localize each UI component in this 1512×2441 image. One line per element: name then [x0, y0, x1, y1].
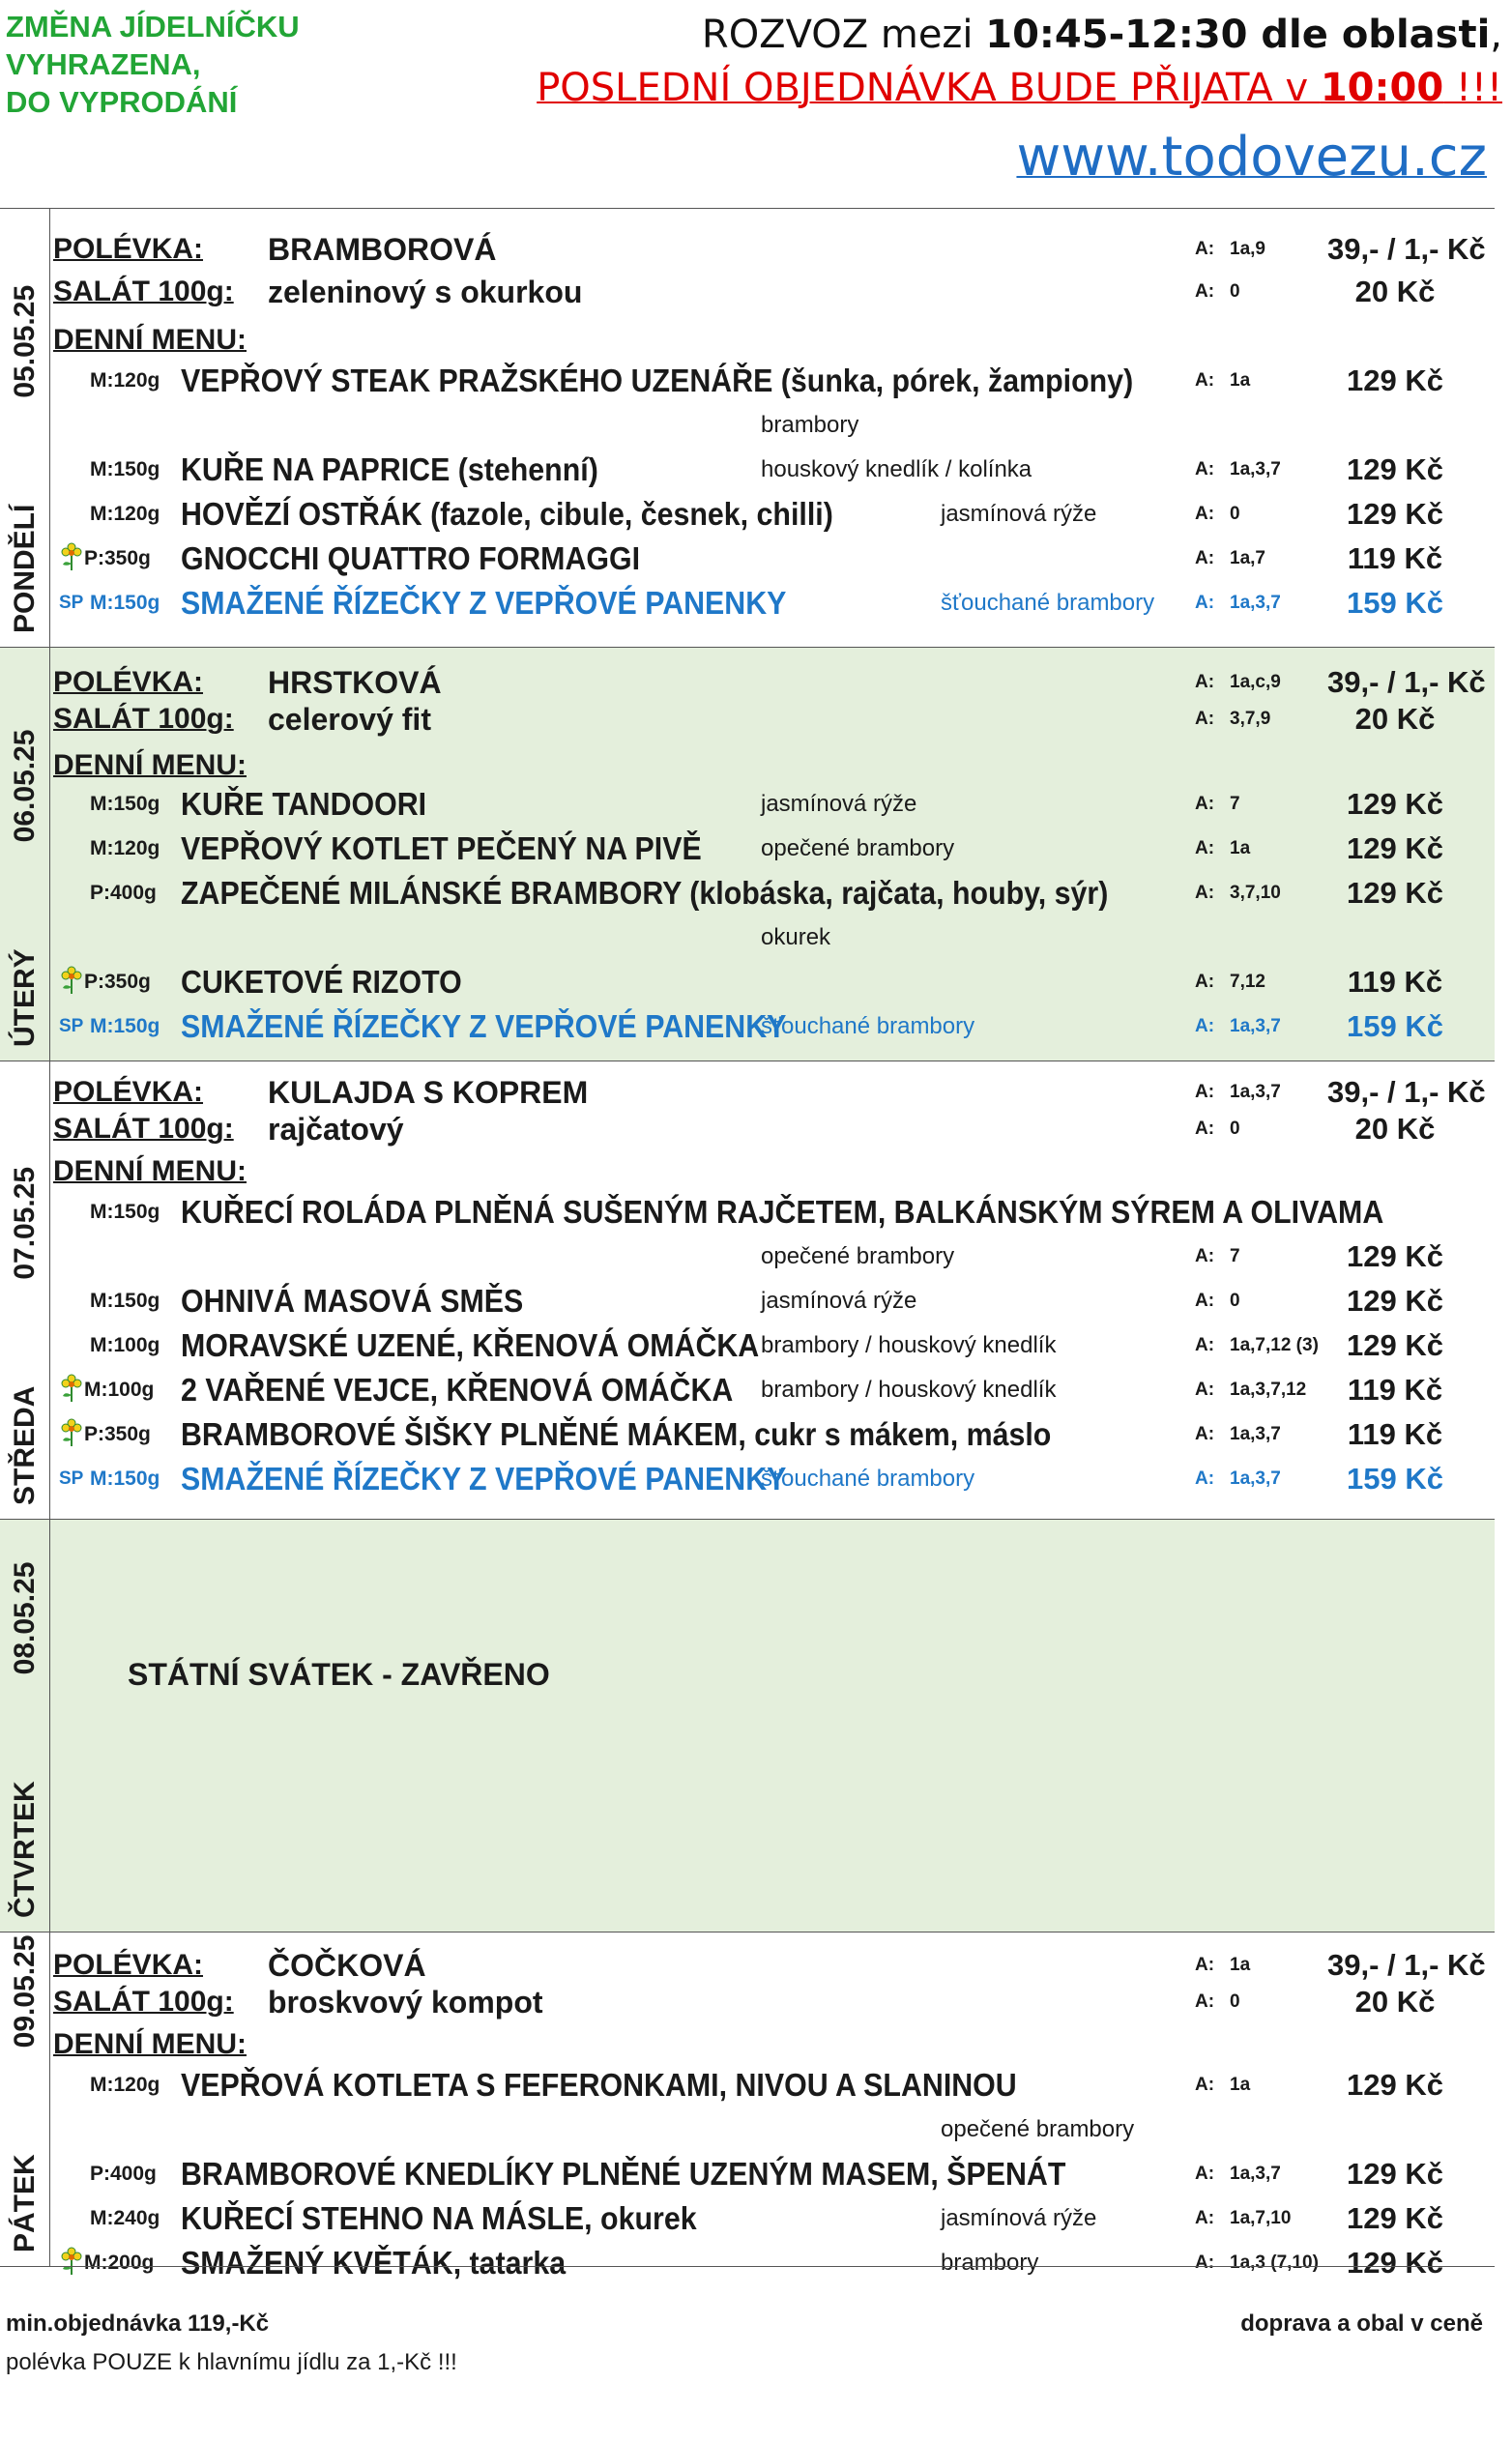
item-allergens	[1195, 2153, 1281, 2195]
allergen-prefix: A:	[1195, 1991, 1215, 2012]
flower-icon	[59, 1418, 84, 1447]
item-qty: M:120g	[90, 503, 160, 525]
day-label	[0, 648, 50, 1061]
salad-name: zeleninový s okurkou	[268, 275, 583, 309]
soup-name: ČOČKOVÁ	[268, 1948, 426, 1983]
item-qty-text: M:200g	[84, 2252, 155, 2274]
item-qty-text: P:350g	[84, 547, 151, 569]
day-date: 05.05.25	[8, 284, 41, 398]
soup-price: 39,- / 1,- Kč	[1327, 232, 1486, 266]
allergen-prefix: A:	[1195, 672, 1215, 692]
item-name: SMAŽENÉ ŘÍZEČKY Z VEPŘOVÉ PANENKY	[181, 585, 787, 621]
day-name: STŘEDA	[8, 1385, 41, 1505]
item-allergens	[1195, 449, 1281, 491]
allergen-codes: 0	[1230, 1119, 1240, 1139]
salad-allergens	[1195, 1108, 1240, 1150]
order-deadline	[537, 60, 1502, 116]
item-price: 129 Kč	[1347, 2157, 1443, 2191]
delivery-suffix: ,	[1490, 13, 1502, 57]
item-qty: M:150g	[90, 1290, 160, 1312]
item-price: 129 Kč	[1347, 2068, 1443, 2102]
soup-price-note: polévka POUZE k hlavnímu jídlu za 1,-Kč !!!	[6, 2349, 457, 2375]
menu-item-special	[53, 582, 1495, 625]
allergen-codes: 0	[1230, 281, 1240, 302]
deadline-prefix: POSLEDNÍ OBJEDNÁVKA BUDE PŘIJATA v	[537, 66, 1321, 110]
item-allergens	[1195, 1413, 1281, 1456]
day-name: ÚTERÝ	[8, 948, 41, 1047]
item-price: 129 Kč	[1347, 452, 1443, 486]
item-side: okurek	[761, 924, 831, 950]
allergen-prefix: A:	[1195, 709, 1215, 729]
item-allergens	[1195, 2197, 1291, 2240]
soup-name: BRAMBOROVÁ	[268, 232, 497, 267]
item-name: KUŘECÍ STEHNO NA MÁSLE, okurek	[181, 2200, 697, 2236]
flower-icon	[59, 1374, 84, 1403]
day-name: PONDĚLÍ	[8, 504, 41, 633]
item-price: 129 Kč	[1347, 497, 1443, 531]
allergen-prefix: A:	[1195, 370, 1215, 391]
salad-name: broskvový kompot	[268, 1985, 543, 2020]
menu-item	[53, 2197, 1495, 2240]
menu-item-side	[53, 916, 1495, 959]
soup-row	[53, 228, 1495, 271]
item-qty: M:150g	[90, 1201, 160, 1223]
item-allergens	[1195, 1458, 1281, 1500]
item-qty: P:400g	[90, 882, 157, 904]
item-qty: M:150g	[90, 793, 160, 815]
daily-menu-label: DENNÍ MENU:	[53, 2028, 247, 2060]
allergen-codes: 1a	[1230, 1955, 1251, 1975]
allergen-prefix: A:	[1195, 1468, 1215, 1489]
item-price: 129 Kč	[1347, 363, 1443, 397]
salad-price: 20 Kč	[1354, 1112, 1436, 1146]
item-side: jasmínová rýže	[761, 791, 917, 817]
item-side: brambory / houskový knedlík	[761, 1332, 1057, 1358]
item-price: 129 Kč	[1347, 1328, 1443, 1362]
item-qty	[59, 1413, 151, 1456]
item-allergens	[1195, 582, 1281, 625]
menu-item-side	[53, 404, 1495, 447]
item-name: OHNIVÁ MASOVÁ SMĚS	[181, 1283, 524, 1319]
daily-menu-row	[53, 319, 1495, 362]
item-name: MORAVSKÉ UZENÉ, KŘENOVÁ OMÁČKA	[181, 1327, 760, 1363]
flower-icon	[59, 966, 84, 995]
item-qty-text: P:350g	[84, 971, 151, 993]
allergen-prefix: A:	[1195, 1380, 1215, 1400]
item-name: 2 VAŘENÉ VEJCE, KŘENOVÁ OMÁČKA	[181, 1372, 734, 1408]
flower-icon	[59, 2247, 84, 2276]
item-qty: M:100g	[90, 1334, 160, 1356]
menu-item	[53, 360, 1495, 402]
day-label	[0, 1061, 50, 1519]
website-link[interactable]: www.todovezu.cz	[1016, 126, 1487, 189]
daily-menu-row	[53, 1150, 1495, 1193]
allergen-prefix: A:	[1195, 1424, 1215, 1444]
item-qty: P:400g	[90, 2163, 157, 2185]
item-qty: M:120g	[90, 837, 160, 859]
soup-label: POLÉVKA:	[53, 666, 204, 698]
salad-name: rajčatový	[268, 1112, 404, 1147]
soup-label: POLÉVKA:	[53, 1949, 204, 1981]
day-date: 06.05.25	[8, 729, 41, 843]
allergen-prefix: A:	[1195, 838, 1215, 858]
menu-item	[53, 872, 1495, 915]
allergen-codes: 1a,3 (7,10)	[1230, 2252, 1319, 2273]
allergen-codes: 1a	[1230, 838, 1251, 858]
item-qty: M:150g	[90, 458, 160, 480]
menu-item	[53, 493, 1495, 536]
menu-item	[53, 1191, 1495, 1234]
holiday-closed-notice: STÁTNÍ SVÁTEK - ZAVŘENO	[128, 1657, 550, 1692]
day-date: 07.05.25	[8, 1166, 41, 1280]
allergen-codes: 0	[1230, 1991, 1240, 2012]
allergen-prefix: A:	[1195, 1955, 1215, 1975]
item-side: šťouchané brambory	[761, 1013, 975, 1039]
salad-allergens	[1195, 698, 1270, 741]
allergen-prefix: A:	[1195, 239, 1215, 259]
salad-label: SALÁT 100g:	[53, 276, 234, 307]
item-price: 129 Kč	[1347, 787, 1443, 821]
item-side: šťouchané brambory	[761, 1466, 975, 1492]
salad-allergens	[1195, 271, 1240, 313]
day-label	[0, 1932, 50, 2266]
item-price: 129 Kč	[1347, 1284, 1443, 1318]
allergen-prefix: A:	[1195, 794, 1215, 814]
day-friday	[0, 1932, 1495, 2281]
item-price: 129 Kč	[1347, 831, 1443, 865]
item-name: VEPŘOVÝ KOTLET PEČENÝ NA PIVĚ	[181, 830, 702, 866]
salad-price: 20 Kč	[1354, 275, 1436, 308]
item-price: 159 Kč	[1347, 1462, 1443, 1496]
item-side: houskový knedlík / kolínka	[761, 456, 1032, 482]
allergen-prefix: A:	[1195, 1016, 1215, 1036]
day-tuesday	[0, 647, 1495, 1061]
item-allergens	[1195, 1324, 1319, 1367]
item-price: 119 Kč	[1347, 965, 1443, 999]
item-qty	[59, 538, 151, 580]
daily-menu-label: DENNÍ MENU:	[53, 324, 247, 356]
allergen-codes: 1a,c,9	[1230, 672, 1281, 692]
allergen-codes: 0	[1230, 1291, 1240, 1311]
menu-item	[53, 449, 1495, 491]
daily-menu-label: DENNÍ MENU:	[53, 1155, 247, 1187]
item-qty: M:120g	[90, 2074, 160, 2096]
item-allergens	[1195, 493, 1240, 536]
item-allergens	[1195, 828, 1250, 870]
menu-item-special	[53, 1005, 1495, 1048]
item-qty: M:240g	[90, 2207, 160, 2229]
item-name: CUKETOVÉ RIZOTO	[181, 964, 462, 1000]
item-price: 119 Kč	[1347, 1373, 1443, 1407]
item-qty: M:150g	[90, 592, 160, 614]
allergen-prefix: A:	[1195, 1291, 1215, 1311]
item-allergens	[1195, 961, 1265, 1003]
item-qty-text: M:100g	[84, 1379, 155, 1401]
menu-change-notice	[6, 8, 300, 121]
allergen-prefix: A:	[1195, 2208, 1215, 2228]
item-allergens	[1195, 360, 1250, 402]
item-price: 119 Kč	[1347, 541, 1443, 575]
item-allergens	[1195, 1369, 1306, 1411]
soup-name: HRSTKOVÁ	[268, 665, 442, 700]
salad-row	[53, 1108, 1495, 1150]
item-name: GNOCCHI QUATTRO FORMAGGI	[181, 540, 641, 576]
deadline-suffix: !!!	[1443, 66, 1502, 110]
item-qty-text: P:350g	[84, 1423, 151, 1445]
allergen-codes: 1a	[1230, 2075, 1251, 2095]
item-allergens	[1195, 872, 1281, 915]
item-name: BRAMBOROVÉ KNEDLÍKY PLNĚNÉ UZENÝM MASEM, ŠPENÁT	[181, 2156, 1066, 2192]
menu-item	[53, 828, 1495, 870]
item-qty: M:150g	[90, 1015, 160, 1037]
salad-label: SALÁT 100g:	[53, 1113, 234, 1145]
min-order-note: min.objednávka 119,-Kč	[6, 2310, 270, 2337]
salad-row	[53, 1981, 1495, 2023]
allergen-prefix: A:	[1195, 548, 1215, 568]
allergen-codes: 1a,3,7	[1230, 1082, 1281, 1102]
day-wednesday	[0, 1061, 1495, 1519]
item-name: KUŘECÍ ROLÁDA PLNĚNÁ SUŠENÝM RAJČETEM, BALKÁNSKÝM SÝREM A OLIVAMA	[181, 1194, 1384, 1230]
menu-item-special	[53, 1458, 1495, 1500]
item-name: SMAŽENÉ ŘÍZEČKY Z VEPŘOVÉ PANENKY	[181, 1008, 787, 1044]
item-name: BRAMBOROVÉ ŠIŠKY PLNĚNÉ MÁKEM, cukr s mákem, máslo	[181, 1416, 1052, 1452]
allergen-codes: 0	[1230, 504, 1240, 524]
allergen-codes: 1a,3,7	[1230, 1016, 1281, 1036]
salad-name: celerový fit	[268, 702, 431, 737]
daily-menu-row	[53, 2023, 1495, 2066]
item-name: HOVĚZÍ OSTŘÁK (fazole, cibule, česnek, chilli)	[181, 496, 833, 532]
item-side: brambory / houskový knedlík	[761, 1377, 1057, 1403]
menu-item	[53, 1369, 1495, 1411]
item-side: jasmínová rýže	[941, 2205, 1097, 2231]
allergen-prefix: A:	[1195, 883, 1215, 903]
delivery-included-note: doprava a obal v ceně	[1240, 2310, 1483, 2337]
item-allergens	[1195, 538, 1265, 580]
delivery-time: 10:45-12:30 dle oblasti	[985, 13, 1491, 57]
item-qty: M:150g	[90, 1468, 160, 1490]
salad-price: 20 Kč	[1354, 1985, 1436, 2019]
allergen-codes: 1a,3,7	[1230, 459, 1281, 479]
item-price: 159 Kč	[1347, 586, 1443, 620]
item-name: ZAPEČENÉ MILÁNSKÉ BRAMBORY (klobáska, rajčata, houby, sýr)	[181, 875, 1109, 911]
allergen-prefix: A:	[1195, 1119, 1215, 1139]
item-name: VEPŘOVÁ KOTLETA S FEFERONKAMI, NIVOU A SLANINOU	[181, 2067, 1017, 2103]
allergen-codes: 1a,3,7	[1230, 1424, 1281, 1444]
flower-icon	[59, 542, 84, 571]
allergen-prefix: A:	[1195, 1335, 1215, 1355]
item-allergens	[1195, 1005, 1281, 1048]
soup-name: KULAJDA S KOPREM	[268, 1075, 589, 1110]
daily-menu-row	[53, 744, 1495, 787]
day-monday	[0, 208, 1495, 647]
allergen-codes: 1a,7,10	[1230, 2208, 1292, 2228]
item-qty: M:120g	[90, 369, 160, 392]
item-price: 129 Kč	[1347, 2201, 1443, 2235]
menu-item-side	[53, 2108, 1495, 2151]
item-side: jasmínová rýže	[761, 1288, 917, 1314]
menu-item	[53, 2064, 1495, 2107]
item-price: 129 Kč	[1347, 1239, 1443, 1273]
item-side: opečené brambory	[941, 2116, 1135, 2142]
allergen-prefix: A:	[1195, 2252, 1215, 2273]
day-thursday	[0, 1519, 1495, 1932]
salad-row	[53, 271, 1495, 313]
allergen-prefix: A:	[1195, 281, 1215, 302]
allergen-prefix: A:	[1195, 2164, 1215, 2184]
item-price: 129 Kč	[1347, 2246, 1443, 2280]
item-side: opečené brambory	[761, 1243, 955, 1269]
allergen-codes: 1a,9	[1230, 239, 1265, 259]
menu-item	[53, 538, 1495, 580]
item-name: KUŘE NA PAPRICE (stehenní)	[181, 451, 598, 487]
salad-label: SALÁT 100g:	[53, 703, 234, 735]
salad-allergens	[1195, 1981, 1240, 2023]
notice-line-1: ZMĚNA JÍDELNÍČKU	[6, 10, 300, 44]
delivery-window	[537, 10, 1502, 60]
soup-price: 39,- / 1,- Kč	[1327, 665, 1486, 699]
special-badge: SP	[59, 593, 84, 613]
day-label	[0, 1520, 50, 1932]
day-label	[0, 209, 50, 647]
day-name: ČTVRTEK	[8, 1781, 41, 1918]
allergen-codes: 3,7,9	[1230, 709, 1271, 729]
table-bottom-border	[0, 2266, 1495, 2267]
special-badge: SP	[59, 1016, 84, 1036]
menu-item	[53, 783, 1495, 826]
item-qty	[59, 961, 151, 1003]
allergen-prefix: A:	[1195, 593, 1215, 613]
menu-item	[53, 961, 1495, 1003]
item-allergens	[1195, 2064, 1250, 2107]
soup-label: POLÉVKA:	[53, 1076, 204, 1108]
allergen-prefix: A:	[1195, 504, 1215, 524]
item-side: jasmínová rýže	[941, 501, 1097, 527]
soup-allergens	[1195, 228, 1265, 271]
menu-item-side	[53, 1235, 1495, 1278]
item-qty	[59, 2242, 154, 2284]
allergen-codes: 7	[1230, 794, 1240, 814]
delivery-prefix: ROZVOZ mezi	[701, 13, 986, 57]
notice-line-2: VYHRAZENA,	[6, 47, 201, 81]
item-name: KUŘE TANDOORI	[181, 786, 427, 822]
allergen-codes: 1a,3,7	[1230, 1468, 1281, 1489]
item-price: 129 Kč	[1347, 876, 1443, 910]
allergen-prefix: A:	[1195, 459, 1215, 479]
daily-menu-label: DENNÍ MENU:	[53, 749, 247, 781]
item-allergens	[1195, 783, 1240, 826]
allergen-codes: 7,12	[1230, 972, 1265, 992]
item-side: opečené brambory	[761, 835, 955, 861]
menu-item	[53, 1280, 1495, 1322]
salad-row	[53, 698, 1495, 741]
item-side: brambory	[761, 412, 859, 438]
allergen-codes: 1a,7,12 (3)	[1230, 1335, 1319, 1355]
menu-item	[53, 2242, 1495, 2284]
soup-label: POLÉVKA:	[53, 233, 204, 265]
item-name: SMAŽENÝ KVĚTÁK, tatarka	[181, 2245, 567, 2281]
menu-item	[53, 1324, 1495, 1367]
notice-line-3: DO VYPRODÁNÍ	[6, 85, 238, 119]
item-allergens	[1195, 1235, 1240, 1278]
menu-item	[53, 1413, 1495, 1456]
allergen-codes: 1a,3,7	[1230, 593, 1281, 613]
allergen-codes: 1a,7	[1230, 548, 1265, 568]
day-date: 08.05.25	[8, 1561, 41, 1675]
soup-price: 39,- / 1,- Kč	[1327, 1948, 1486, 1982]
allergen-prefix: A:	[1195, 2075, 1215, 2095]
item-qty	[59, 1369, 154, 1411]
menu-item	[53, 2153, 1495, 2195]
allergen-codes: 1a,3,7	[1230, 2164, 1281, 2184]
salad-price: 20 Kč	[1354, 702, 1436, 736]
day-name: PÁTEK	[8, 2154, 41, 2252]
allergen-prefix: A:	[1195, 972, 1215, 992]
allergen-prefix: A:	[1195, 1082, 1215, 1102]
soup-price: 39,- / 1,- Kč	[1327, 1075, 1486, 1109]
allergen-codes: 1a	[1230, 370, 1251, 391]
item-side: šťouchané brambory	[941, 590, 1155, 616]
item-price: 119 Kč	[1347, 1417, 1443, 1451]
allergen-codes: 3,7,10	[1230, 883, 1281, 903]
allergen-codes: 7	[1230, 1246, 1240, 1266]
item-allergens	[1195, 2242, 1319, 2284]
allergen-codes: 1a,3,7,12	[1230, 1380, 1307, 1400]
header-info	[537, 10, 1502, 199]
item-allergens	[1195, 1280, 1240, 1322]
item-side: brambory	[941, 2250, 1039, 2276]
item-name: VEPŘOVÝ STEAK PRAŽSKÉHO UZENÁŘE (šunka, pórek, žampiony)	[181, 363, 1134, 398]
day-date: 09.05.25	[8, 1934, 41, 2049]
item-name: SMAŽENÉ ŘÍZEČKY Z VEPŘOVÉ PANENKY	[181, 1461, 787, 1497]
allergen-prefix: A:	[1195, 1246, 1215, 1266]
special-badge: SP	[59, 1468, 84, 1489]
deadline-time: 10:00	[1320, 66, 1444, 110]
salad-label: SALÁT 100g:	[53, 1986, 234, 2018]
item-price: 159 Kč	[1347, 1009, 1443, 1043]
